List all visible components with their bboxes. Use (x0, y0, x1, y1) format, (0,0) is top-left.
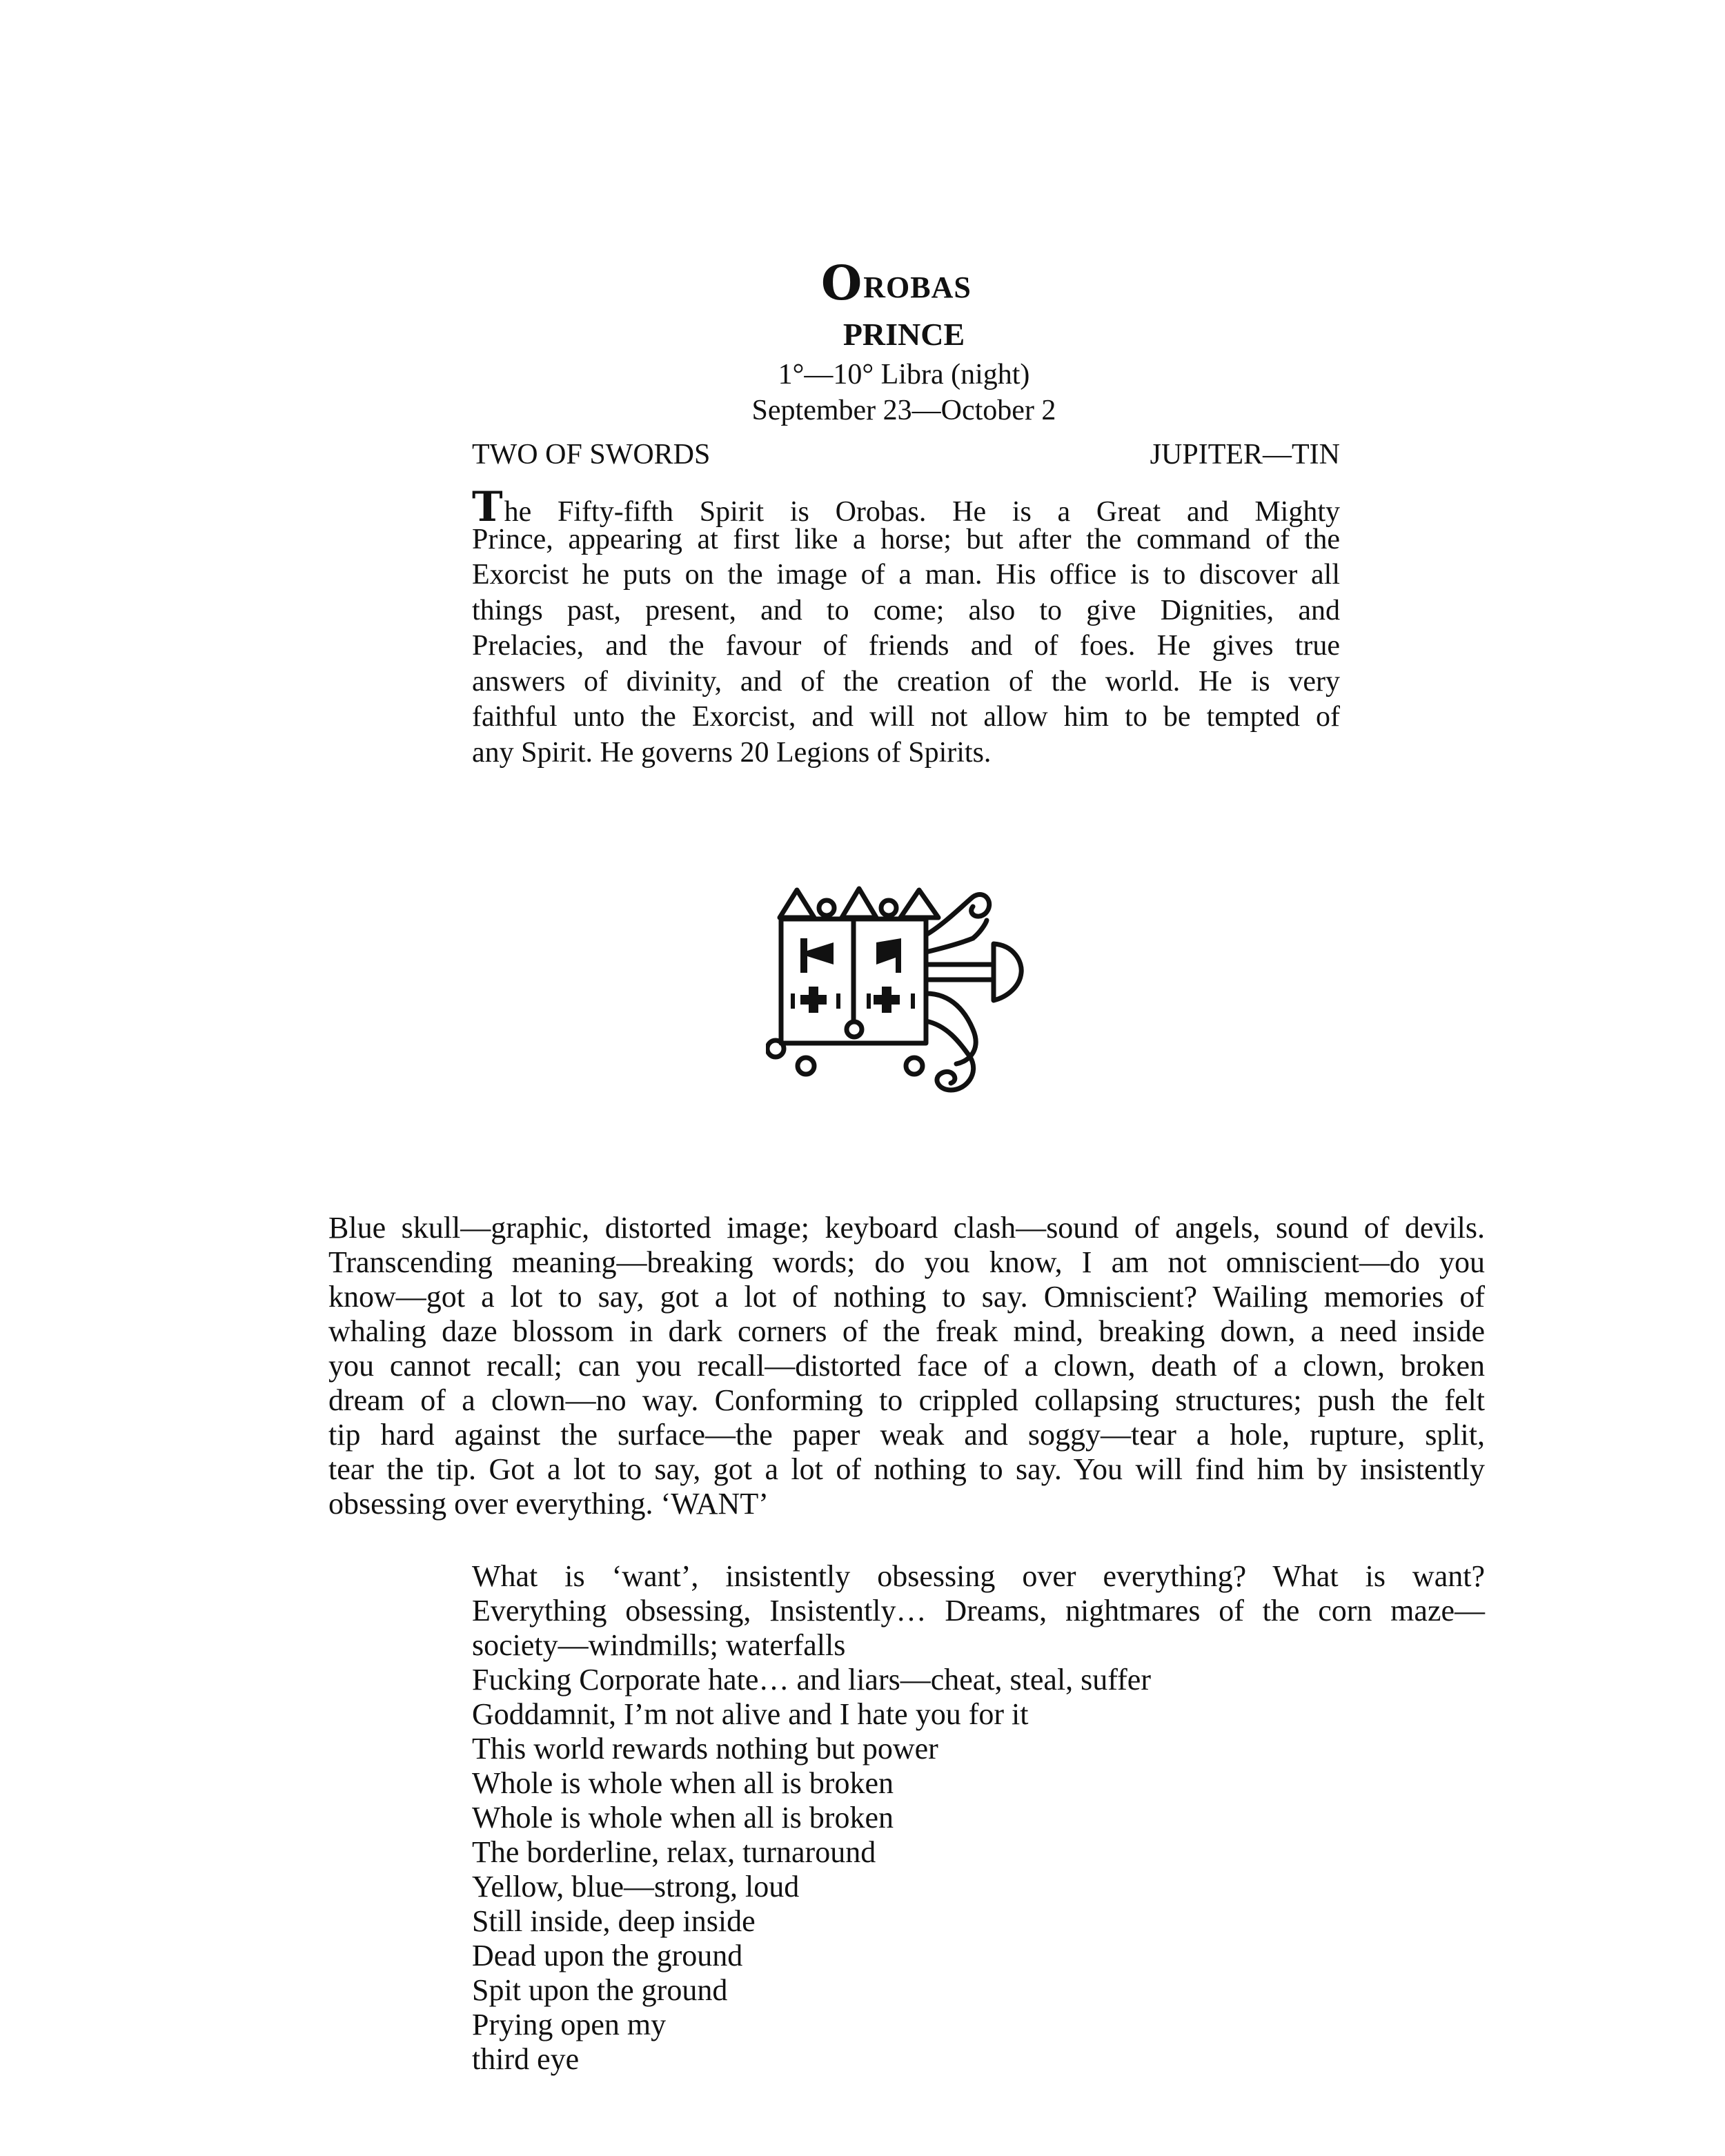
poem-line: Still inside, deep inside (472, 1904, 756, 1938)
poem-line: third eye (472, 2042, 580, 2076)
description-line: any Spirit. He governs 20 Legions of Spirits. (472, 736, 992, 769)
description-line: answers of divinity, and of the creation of the world. He is very (472, 665, 1340, 698)
prose-line: know—got a lot to say, got a lot of nothing to say. Omniscient? Wailing memories of (328, 1280, 1485, 1314)
planet-metal: JUPITER—TIN (1150, 439, 1340, 471)
poem-line: Everything obsessing, Insistently… Dreams, nightmares of the corn maze— (472, 1594, 1485, 1628)
spirit-title (821, 252, 972, 311)
poem-block (472, 1559, 1485, 2077)
poem-line: Goddamnit, I’m not alive and I hate you for it (472, 1697, 1029, 1731)
poem-line: Whole is whole when all is broken (472, 1766, 894, 1800)
spirit-description (472, 483, 1340, 771)
prose-line: obsessing over everything. ‘WANT’ (328, 1487, 769, 1521)
description-line: faithful unto the Exorcist, and will not allow him to be tempted of (472, 701, 1340, 733)
title-text: ROBAS (863, 270, 972, 304)
description-line: Exorcist he puts on the image of a man. His office is to discover all (472, 559, 1340, 591)
description-line: Prelacies, and the favour of friends and of foes. He gives true (472, 630, 1340, 662)
prose-line: whaling daze blossom in dark corners of the freak mind, breaking down, a need inside (328, 1314, 1485, 1348)
poem-line: What is ‘want’, insistently obsessing over everything? What is want? (472, 1559, 1485, 1593)
prose-line: tip hard against the surface—the paper weak and soggy—tear a hole, rupture, split, (328, 1418, 1485, 1452)
title-drop-cap: O (821, 256, 862, 311)
prose-line: tear the tip. Got a lot to say, got a lot of nothing to say. You will find him by insistently (328, 1452, 1485, 1486)
description-drop-cap: T (472, 483, 503, 531)
poem-line: Spit upon the ground (472, 1973, 728, 2007)
poem-line: Dead upon the ground (472, 1939, 743, 1972)
poem-line: This world rewards nothing but power (472, 1732, 938, 1766)
prose-line: Blue skull—graphic, distorted image; keyboard clash—sound of angels, sound of devils. (328, 1211, 1485, 1245)
poem-line: Whole is whole when all is broken (472, 1801, 894, 1834)
prose-line: Transcending meaning—breaking words; do you know, I am not omniscient—do you (328, 1245, 1485, 1279)
orobas-sigil-icon (766, 876, 1056, 1104)
description-line: The Fifty-fifth Spirit is Orobas. He is a Great and Mighty (472, 483, 1340, 531)
poem-line: The borderline, relax, turnaround (472, 1835, 876, 1869)
description-line: Prince, appearing at first like a horse; but after the command of the (472, 523, 1340, 555)
prose-block (328, 1211, 1485, 1521)
description-line: things past, present, and to come; also to give Dignities, and (472, 594, 1340, 626)
poem-line: Fucking Corporate hate… and liars—cheat, steal, suffer (472, 1663, 1151, 1697)
spirit-rank: PRINCE (842, 317, 965, 352)
tarot-card: TWO OF SWORDS (472, 439, 711, 471)
prose-line: you cannot recall; can you recall—distorted face of a clown, death of a clown, broken (328, 1349, 1485, 1383)
zodiac-degrees: 1°—10° Libra (night) (778, 359, 1030, 390)
poem-line: society—windmills; waterfalls (472, 1628, 846, 1662)
date-range: September 23—October 2 (751, 395, 1056, 426)
poem-line: Prying open my (472, 2008, 667, 2041)
poem-line: Yellow, blue—strong, loud (472, 1870, 800, 1903)
prose-line: dream of a clown—no way. Conforming to crippled collapsing structures; push the felt (328, 1383, 1485, 1417)
